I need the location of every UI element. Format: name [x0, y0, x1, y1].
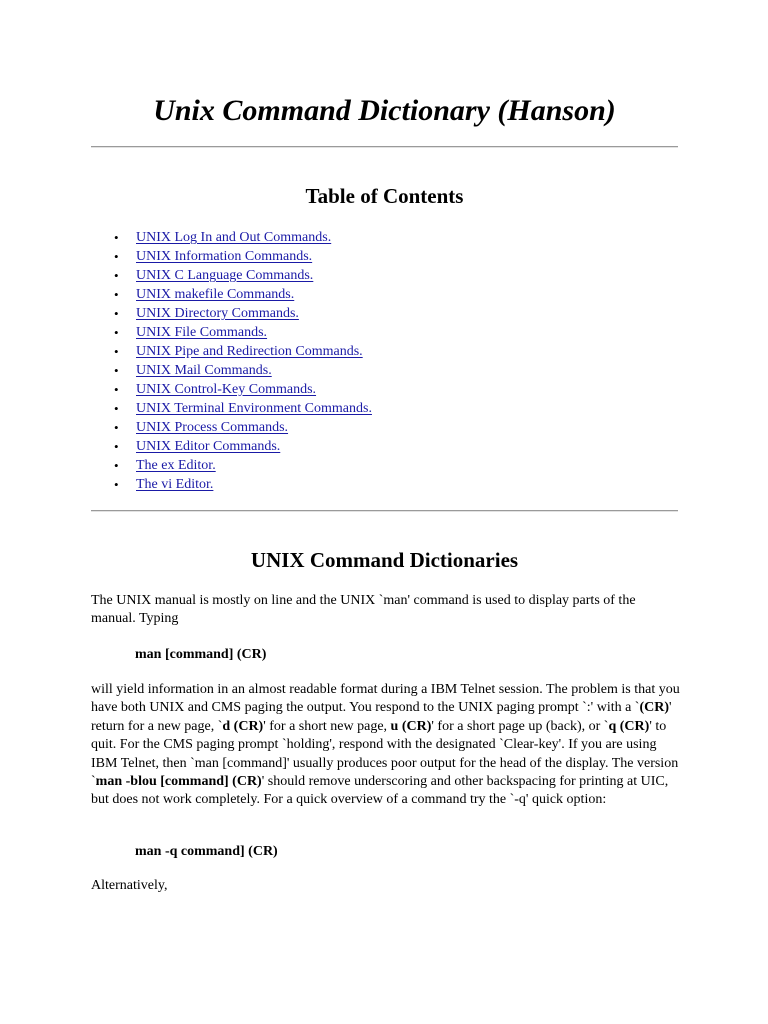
toc-item	[91, 247, 372, 266]
page-title: Unix Command Dictionary (Hanson)	[153, 94, 616, 127]
bullet-icon: •	[114, 458, 119, 473]
toc-item	[91, 304, 372, 323]
paragraph-text: ' should remove underscoring and other backspacing for printing at UIC, but does not work completely. For a quick overview of a command try the `-q' quick option:	[91, 774, 669, 808]
bullet-icon: •	[114, 325, 119, 340]
section-heading: UNIX Command Dictionaries	[250, 548, 519, 572]
bullet-icon: •	[114, 363, 119, 378]
toc-item	[91, 418, 372, 437]
command-example: man -q command] (CR)	[135, 844, 278, 859]
paragraph-text: ' for a short new page,	[263, 718, 391, 734]
toc-item	[91, 475, 372, 494]
toc-link-file[interactable]: UNIX File Commands.	[136, 325, 268, 340]
horizontal-rule	[91, 510, 678, 512]
toc-list	[91, 228, 372, 494]
bullet-icon: •	[114, 249, 119, 264]
paragraph: The UNIX manual is mostly on line and the UNIX `man' command is used to display parts of the manual. Typing	[91, 593, 636, 627]
toc-item	[91, 323, 372, 342]
command-example: man [command] (CR)	[135, 647, 267, 662]
paragraph	[91, 681, 681, 810]
paragraph-text: ' return for a new page, `	[91, 700, 672, 734]
toc-link-information[interactable]: UNIX Information Commands.	[136, 249, 313, 264]
bold-key: d (CR)	[222, 718, 264, 734]
toc-item	[91, 380, 372, 399]
bullet-icon: •	[114, 230, 119, 245]
toc-item	[91, 228, 372, 247]
toc-item	[91, 266, 372, 285]
toc-link-log-in-out[interactable]: UNIX Log In and Out Commands.	[136, 230, 332, 245]
toc-link-process[interactable]: UNIX Process Commands.	[136, 420, 289, 435]
bullet-icon: •	[114, 344, 119, 359]
toc-link-mail[interactable]: UNIX Mail Commands.	[136, 363, 272, 378]
toc-link-control-key[interactable]: UNIX Control-Key Commands.	[136, 382, 317, 397]
toc-link-c-language[interactable]: UNIX C Language Commands.	[136, 268, 314, 283]
bullet-icon: •	[114, 477, 119, 492]
toc-link-makefile[interactable]: UNIX makefile Commands.	[136, 287, 295, 302]
horizontal-rule	[91, 146, 678, 148]
toc-heading: Table of Contents	[305, 184, 464, 208]
toc-item	[91, 342, 372, 361]
toc-item	[91, 399, 372, 418]
paragraph: Alternatively,	[91, 878, 168, 893]
bold-key: (CR)	[639, 700, 670, 716]
bold-key: q (CR)	[608, 718, 650, 734]
bullet-icon: •	[114, 439, 119, 454]
toc-link-directory[interactable]: UNIX Directory Commands.	[136, 306, 299, 321]
paragraph-text: ' to quit. For the CMS paging prompt `holding', respond with the designated `Clear-key'. If you are using IBM Telnet, then `man [command]' usually produces poor output for the head of the display. The version `	[91, 718, 679, 790]
toc-link-terminal-environment[interactable]: UNIX Terminal Environment Commands.	[136, 401, 372, 416]
paragraph-text: ' for a short page up (back), or `	[431, 718, 609, 734]
bullet-icon: •	[114, 306, 119, 321]
paragraph-text: will yield information in an almost readable format during a IBM Telnet session. The problem is that you have both UNIX and CMS paging the output. You respond to the UNIX paging prompt `:' with a `	[91, 682, 680, 716]
toc-link-vi-editor[interactable]: The vi Editor.	[136, 477, 214, 492]
toc-item	[91, 285, 372, 304]
bullet-icon: •	[114, 401, 119, 416]
bullet-icon: •	[114, 287, 119, 302]
toc-link-pipe-redirection[interactable]: UNIX Pipe and Redirection Commands.	[136, 344, 363, 359]
toc-item	[91, 437, 372, 456]
toc-item	[91, 361, 372, 380]
bullet-icon: •	[114, 382, 119, 397]
bullet-icon: •	[114, 268, 119, 283]
bullet-icon: •	[114, 420, 119, 435]
toc-link-ex-editor[interactable]: The ex Editor.	[136, 458, 216, 473]
toc-item	[91, 456, 372, 475]
bold-key: u (CR)	[390, 718, 432, 734]
bold-command: man -blou [command] (CR)	[95, 774, 262, 790]
toc-link-editor[interactable]: UNIX Editor Commands.	[136, 439, 281, 454]
